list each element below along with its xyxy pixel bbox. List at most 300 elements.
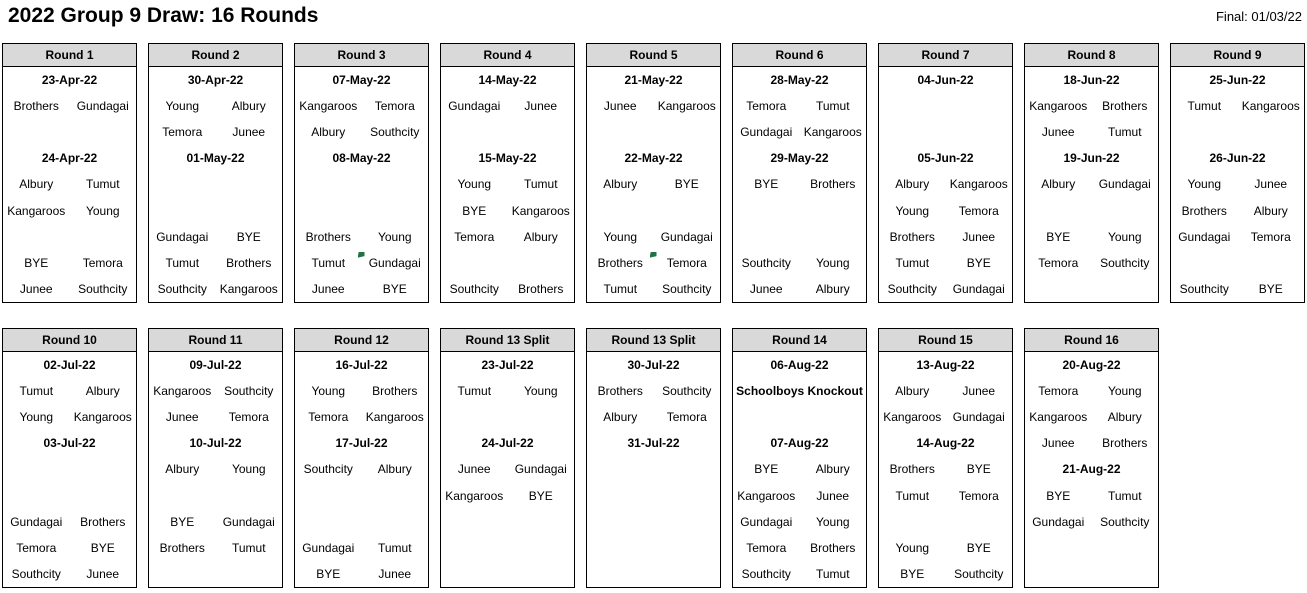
home-team: Albury [19,177,54,192]
home-team: Southcity [303,462,353,477]
blank-row [441,404,574,430]
home-team: BYE [462,203,487,218]
home-team: Brothers [305,229,351,244]
match-row [3,171,136,197]
away-team: Southcity [1100,514,1150,529]
blank-row [3,456,136,482]
date-row [879,352,1012,378]
round-box [294,328,429,588]
match-row [441,456,574,482]
home-team: Tumut [457,384,492,399]
match-date: 23-Apr-22 [41,73,98,88]
match-row [3,250,136,276]
away-team: Young [815,255,850,270]
match-row [1025,93,1158,119]
away-team: BYE [966,540,991,555]
blank-row [1025,535,1158,561]
page-title: 2022 Group 9 Draw: 16 Rounds [8,4,319,27]
away-team: Kangaroos [219,281,278,296]
date-row [1171,145,1304,171]
blank-row [149,171,282,197]
date-row [3,430,136,456]
date-row [441,67,574,93]
match-date: 01-May-22 [186,151,245,166]
match-row [733,535,866,561]
date-row [295,352,428,378]
away-team: Kangaroos [1241,99,1300,114]
match-date: 05-Jun-22 [917,151,974,166]
round-header: Round 7 [879,44,1012,67]
away-team: Tumut [815,566,850,581]
away-team: Albury [1107,410,1142,425]
home-team: Brothers [13,99,59,114]
round-body [879,67,1012,302]
match-row [1025,171,1158,197]
blank-row [295,171,428,197]
match-date: 26-Jun-22 [1209,151,1266,166]
date-row [879,145,1012,171]
round-box [440,328,575,588]
match-row [733,456,866,482]
round-body [441,67,574,302]
away-team: Brothers [810,177,856,192]
round-body [149,352,282,587]
match-row [295,561,428,587]
match-row [3,276,136,302]
date-row [733,67,866,93]
blank-row [733,198,866,224]
date-row [441,352,574,378]
round-body [733,67,866,302]
home-team: Southcity [11,566,61,581]
match-date: 30-Apr-22 [187,73,244,88]
match-date: 29-May-22 [770,151,829,166]
home-team: Brothers [889,462,935,477]
away-team: Gundagai [514,462,567,477]
away-team: Temora [374,99,415,114]
away-team: Junee [378,566,412,581]
date-row [149,352,282,378]
blank-row [1171,119,1304,145]
home-team: Albury [603,177,638,192]
home-team: Southcity [1179,281,1229,296]
away-team: Brothers [80,514,126,529]
match-row [295,456,428,482]
match-row [733,119,866,145]
home-team: Junee [603,99,637,114]
match-date: 06-Aug-22 [770,358,829,373]
round-box [878,43,1013,303]
blank-row [149,198,282,224]
round-box [732,43,867,303]
match-row [587,404,720,430]
round-header: Round 10 [3,329,136,352]
away-team: Kangaroos [657,99,716,114]
away-team: Temora [228,410,269,425]
blank-row [295,198,428,224]
match-row [3,404,136,430]
home-team: Albury [311,125,346,140]
date-row [733,430,866,456]
home-team: Tumut [1187,99,1222,114]
match-row [149,276,282,302]
away-team: Junee [962,229,996,244]
away-team: BYE [236,229,261,244]
match-row [587,93,720,119]
match-date: 10-Jul-22 [189,436,242,451]
away-team: Albury [815,281,850,296]
away-team: Kangaroos [511,203,570,218]
home-team: Albury [603,410,638,425]
match-date: 30-Jul-22 [627,358,680,373]
home-team: Temora [454,229,495,244]
match-row [441,198,574,224]
round-header: Round 14 [733,329,866,352]
home-team: Junee [1041,436,1075,451]
home-team: Albury [895,177,930,192]
home-team: Temora [16,540,57,555]
match-row [149,250,282,276]
date-row [1025,145,1158,171]
match-row [1025,430,1158,456]
away-team: BYE [90,540,115,555]
match-row [149,378,282,404]
date-row [1025,352,1158,378]
blank-row [3,119,136,145]
away-team: Temora [958,488,999,503]
home-team: Southcity [741,255,791,270]
home-team: Young [895,540,930,555]
away-team: Junee [86,566,120,581]
round-box [732,328,867,588]
blank-row [3,224,136,250]
home-team: BYE [1046,229,1071,244]
match-row [879,535,1012,561]
match-row [441,276,574,302]
away-team: Young [815,514,850,529]
home-team: Young [1187,177,1222,192]
away-team: Brothers [1102,436,1148,451]
round-header: Round 6 [733,44,866,67]
match-date: 23-Jul-22 [481,358,534,373]
home-team: Albury [165,462,200,477]
away-team: Young [85,203,120,218]
home-team: Gundagai [740,514,793,529]
match-row [1025,119,1158,145]
away-team: Kangaroos [73,410,132,425]
match-row [3,535,136,561]
away-team: BYE [674,177,699,192]
home-team: Albury [1041,177,1076,192]
match-row [1171,93,1304,119]
away-team: Junee [816,488,850,503]
home-team: Young [19,410,54,425]
away-team: Tumut [1107,488,1142,503]
away-team: Gundagai [1098,177,1151,192]
home-team: Kangaroos [737,488,796,503]
home-team: Young [895,203,930,218]
match-date: 16-Jul-22 [335,358,388,373]
match-date: 02-Jul-22 [43,358,96,373]
date-row [587,67,720,93]
match-row [441,171,574,197]
match-row [879,198,1012,224]
away-team: Temora [654,250,721,276]
home-team: BYE [1046,488,1071,503]
match-row [149,404,282,430]
away-team: Albury [815,462,850,477]
date-row [879,67,1012,93]
match-row [879,224,1012,250]
match-row [1025,224,1158,250]
blank-row [1025,276,1158,302]
home-team: Tumut [19,384,54,399]
home-team: Albury [895,384,930,399]
match-row [295,535,428,561]
away-team: Temora [958,203,999,218]
home-team: Gundagai [1178,229,1231,244]
away-team: BYE [966,462,991,477]
match-row [3,509,136,535]
round-box [440,43,575,303]
home-team: Temora [746,99,787,114]
home-team: Temora [1038,255,1079,270]
away-team: Southcity [78,281,128,296]
home-team: BYE [170,514,195,529]
match-date: 04-Jun-22 [917,73,974,88]
match-row [441,224,574,250]
home-team: Junee [1041,125,1075,140]
match-row [879,171,1012,197]
match-date: 08-May-22 [332,151,391,166]
date-row [441,145,574,171]
date-row [1025,67,1158,93]
away-team: Albury [231,99,266,114]
match-date: 21-May-22 [624,73,683,88]
match-row [3,561,136,587]
home-team: Gundagai [302,540,355,555]
home-team: Young [603,229,638,244]
date-row [587,430,720,456]
home-team: Gundagai [740,125,793,140]
round-box [148,328,283,588]
event-row [733,378,866,404]
round-body [295,67,428,302]
round-body [149,67,282,302]
match-row [149,224,282,250]
match-row [3,93,136,119]
away-team: Gundagai [952,281,1005,296]
round-box [148,43,283,303]
home-team: Tumut [311,255,346,270]
round-body [587,67,720,302]
round-box [2,328,137,588]
home-team: Tumut [603,281,638,296]
away-team: Gundagai [660,229,713,244]
home-team: Tumut [165,255,200,270]
match-date: 31-Jul-22 [627,436,680,451]
home-team: Brothers [889,229,935,244]
home-team: Tumut [895,488,930,503]
match-row [295,93,428,119]
home-team: Temora [162,125,203,140]
match-date: 18-Jun-22 [1063,73,1120,88]
match-date: 07-Aug-22 [770,436,829,451]
away-team: Tumut [85,177,120,192]
round-box [1024,43,1159,303]
final-date-label: Final: 01/03/22 [1215,9,1302,24]
match-row [879,378,1012,404]
round-box [1024,328,1159,588]
match-row [149,93,282,119]
round-header: Round 13 Split [587,329,720,352]
home-team: Brothers [159,540,205,555]
match-date: 25-Jun-22 [1209,73,1266,88]
home-team: Young [165,99,200,114]
away-team: Junee [962,384,996,399]
blank-row [733,404,866,430]
away-team: Young [231,462,266,477]
home-team: Brothers [597,384,643,399]
match-row [441,483,574,509]
round-box [878,328,1013,588]
round-body [3,352,136,587]
blank-row [587,535,720,561]
away-team: Albury [1253,203,1288,218]
away-team: Brothers [372,384,418,399]
blank-row [879,119,1012,145]
home-team: Gundagai [1032,514,1085,529]
home-team: Southcity [157,281,207,296]
home-team: Tumut [895,255,930,270]
home-team: BYE [754,462,779,477]
home-team: Brothers [597,255,643,270]
blank-row [879,509,1012,535]
home-team: Kangaroos [7,203,66,218]
away-team: Young [1107,229,1142,244]
match-row [879,456,1012,482]
round-header: Round 3 [295,44,428,67]
round-body [733,352,866,587]
away-team: Young [523,384,558,399]
match-date: 20-Aug-22 [1062,358,1121,373]
round-body [441,352,574,587]
round-body [1025,352,1158,587]
away-team: Brothers [226,255,272,270]
match-row [879,483,1012,509]
away-team: Tumut [815,99,850,114]
away-team: Temora [666,410,707,425]
date-row [149,67,282,93]
match-row [587,378,720,404]
round-box [1170,43,1305,303]
blank-row [441,250,574,276]
round-header: Round 13 Split [441,329,574,352]
blank-row [587,119,720,145]
date-row [295,67,428,93]
match-row [295,276,428,302]
blank-row [1171,250,1304,276]
away-team: Temora [82,255,123,270]
away-team: Albury [85,384,120,399]
away-team: Temora [1250,229,1291,244]
round-box [586,43,721,303]
match-row [149,119,282,145]
round-header: Round 15 [879,329,1012,352]
home-team: Gundagai [10,514,63,529]
match-row [733,250,866,276]
date-row [733,352,866,378]
away-team: Tumut [231,540,266,555]
match-date: 03-Jul-22 [43,436,96,451]
home-team: BYE [900,566,925,581]
round-header: Round 8 [1025,44,1158,67]
round-body [587,352,720,587]
away-team: Young [377,229,412,244]
round-box [2,43,137,303]
away-team: Brothers [810,540,856,555]
home-team: Kangaroos [1029,99,1088,114]
away-team: Kangaroos [365,410,424,425]
match-row [149,535,282,561]
home-team: Southcity [887,281,937,296]
match-row [733,509,866,535]
match-row [733,93,866,119]
match-row [1171,171,1304,197]
away-team: Kangaroos [949,177,1008,192]
away-team: Junee [232,125,266,140]
blank-row [879,93,1012,119]
match-date: 24-Apr-22 [41,151,98,166]
away-team: Southcity [370,125,420,140]
match-row [441,378,574,404]
round-body [1171,67,1304,302]
match-row [1025,250,1158,276]
blank-row [149,483,282,509]
date-row [3,145,136,171]
away-team: Southcity [662,384,712,399]
away-team: Albury [523,229,558,244]
home-team: Brothers [1181,203,1227,218]
match-row [3,378,136,404]
date-row [879,430,1012,456]
home-team: Gundagai [448,99,501,114]
match-row [587,276,720,302]
round-header: Round 1 [3,44,136,67]
match-row [879,561,1012,587]
match-row [441,93,574,119]
match-row [733,561,866,587]
blank-row [733,224,866,250]
match-row [1025,483,1158,509]
match-date: 09-Jul-22 [189,358,242,373]
home-team: Junee [19,281,53,296]
match-date: 17-Jul-22 [335,436,388,451]
match-row [3,198,136,224]
round-body [295,352,428,587]
blank-row [3,483,136,509]
away-team: Southcity [1100,255,1150,270]
home-team: Young [457,177,492,192]
date-row [149,145,282,171]
away-team: Gundagai [76,99,129,114]
blank-row [295,483,428,509]
home-team: Kangaroos [883,410,942,425]
away-team: Southcity [662,281,712,296]
date-row [1025,456,1158,482]
event-label: Schoolboys Knockout [736,384,863,399]
blank-row [149,561,282,587]
